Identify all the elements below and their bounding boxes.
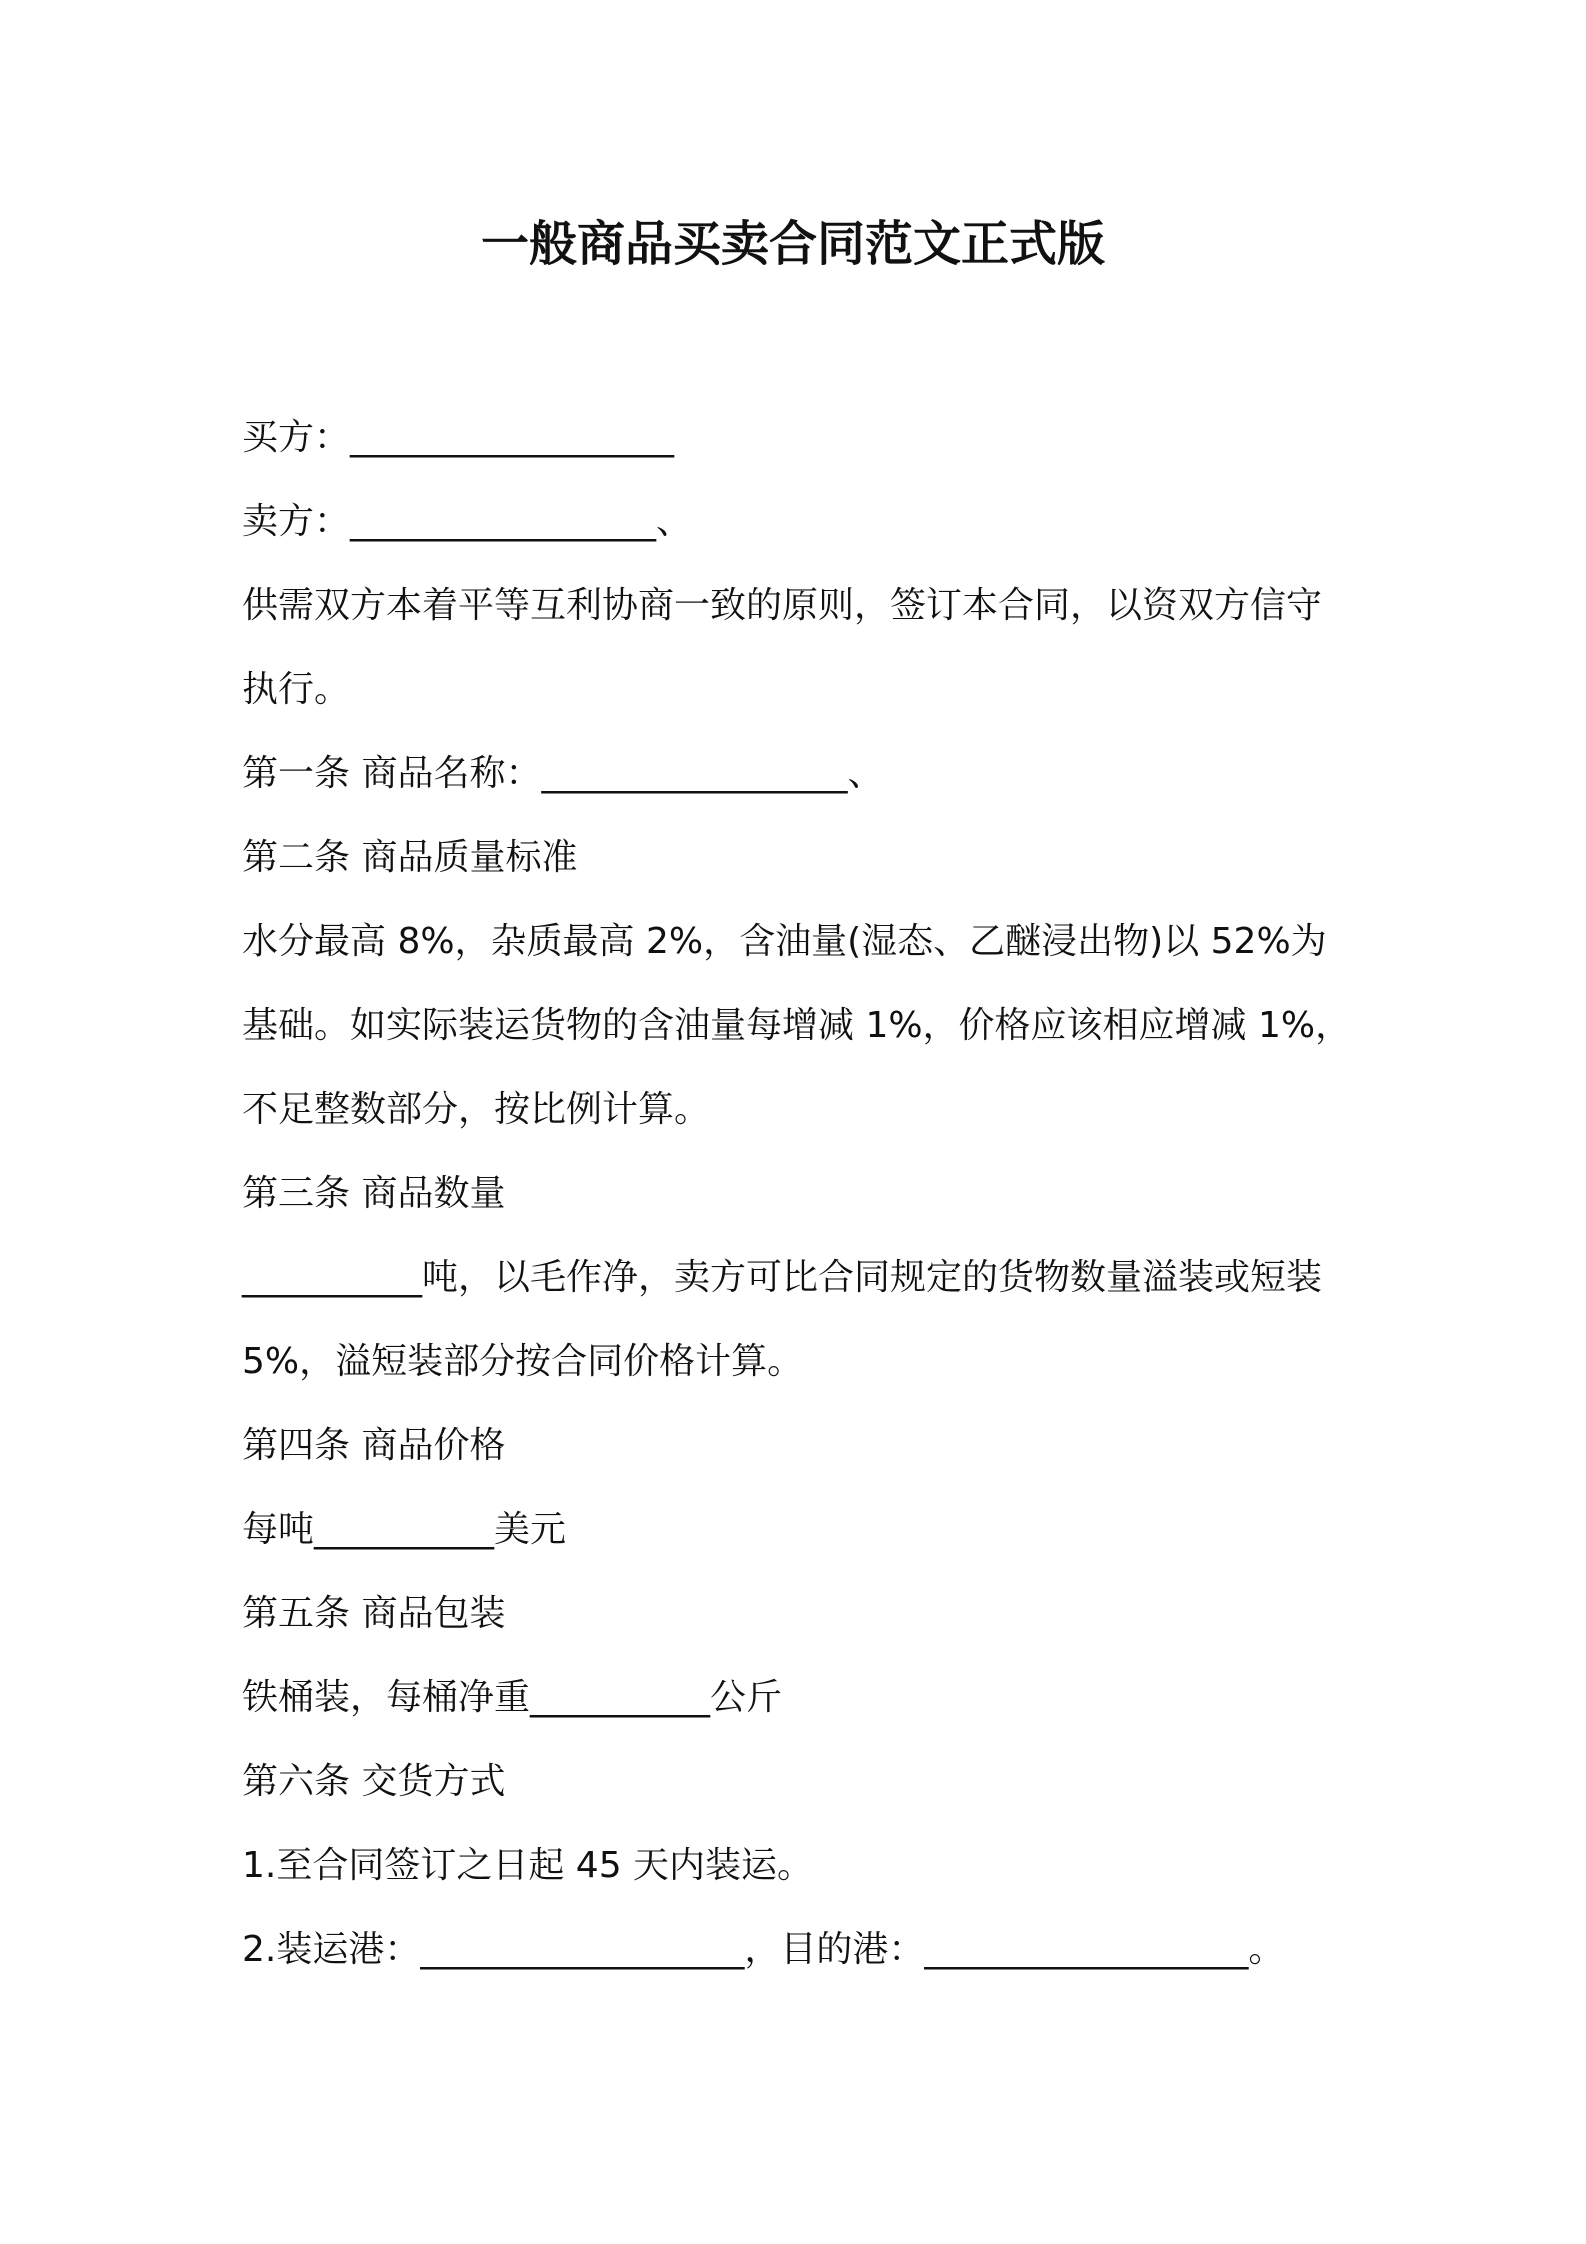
preamble-line-1: 供需双方本着平等互利协商一致的原则，签订本合同，以资双方信守 xyxy=(242,585,1323,626)
document-title: 一般商品买卖合同范文正式版 xyxy=(480,216,1105,272)
article-3-text-2: 5%，溢短装部分按合同价格计算。 xyxy=(242,1341,804,1382)
article-2-heading: 第二条 商品质量标准 xyxy=(242,837,578,878)
article-4-heading: 第四条 商品价格 xyxy=(242,1425,506,1466)
article-2-text-1: 水分最高 8%，杂质最高 2%，含油量(湿态、乙醚浸出物)以 52%为 xyxy=(242,921,1327,962)
article-4-text: 每吨__________美元 xyxy=(242,1509,567,1550)
article-1-heading: 第一条 商品名称：_________________、 xyxy=(242,753,884,794)
article-6-item-1: 1.至合同签订之日起 45 天内装运。 xyxy=(242,1845,814,1886)
buyer-line: 买方：__________________ xyxy=(242,417,675,458)
article-2-text-3: 不足整数部分，按比例计算。 xyxy=(242,1089,711,1130)
article-5-text: 铁桶装，每桶净重__________公斤 xyxy=(242,1677,783,1718)
article-5-heading: 第五条 商品包装 xyxy=(242,1593,506,1634)
article-3-text-1: __________吨，以毛作净，卖方可比合同规定的货物数量溢装或短装 xyxy=(242,1257,1323,1298)
preamble-line-2: 执行。 xyxy=(242,669,351,710)
article-2-text-2: 基础。如实际装运货物的含油量每增减 1%，价格应该相应增减 1%， xyxy=(242,1005,1352,1046)
article-6-item-2: 2.装运港：__________________，目的港：__________________。 xyxy=(242,1929,1285,1970)
article-3-heading: 第三条 商品数量 xyxy=(242,1173,506,1214)
seller-line: 卖方：_________________、 xyxy=(242,501,693,542)
article-6-heading: 第六条 交货方式 xyxy=(242,1761,506,1802)
